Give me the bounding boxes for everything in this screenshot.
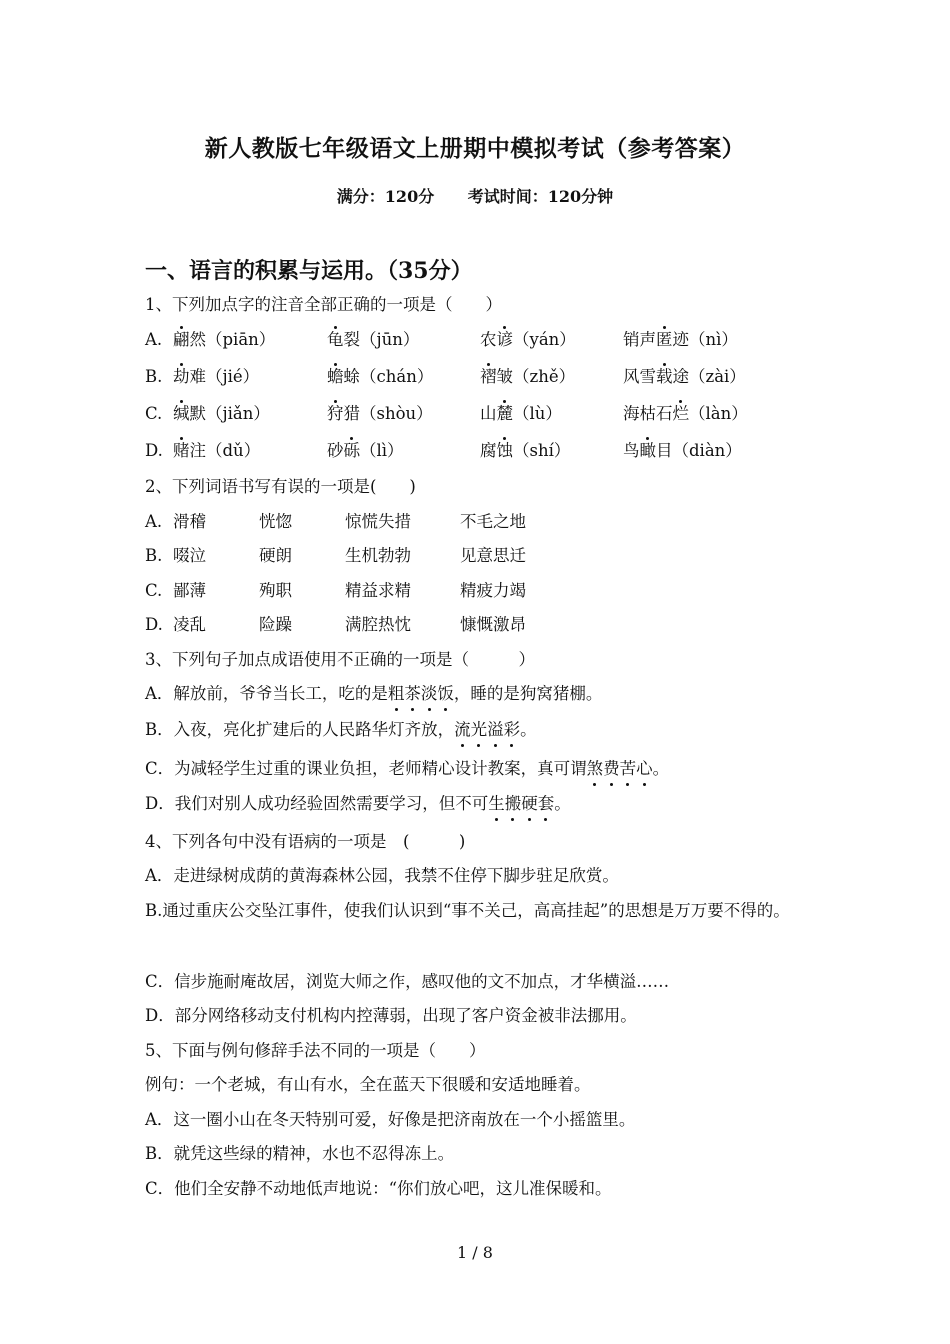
item-text: 然（piān） bbox=[189, 330, 276, 349]
q3-option bbox=[145, 758, 669, 780]
q2-option-word: 满腔热忱 bbox=[345, 615, 411, 634]
dotted-char: 蚀 bbox=[496, 441, 513, 460]
item-text: 皱（zhě） bbox=[496, 367, 576, 386]
item-text: 农 bbox=[480, 330, 497, 349]
q2-option-word: 精疲力竭 bbox=[460, 581, 526, 600]
dotted-char: 煞 bbox=[586, 759, 604, 778]
q5-option-a: A．这一圈小山在冬天特别可爱，好像是把济南放在一个小摇篮里。 bbox=[145, 1110, 636, 1129]
q3-option bbox=[145, 719, 537, 741]
dotted-char: 套 bbox=[537, 794, 555, 813]
q5-option-b: B．就凭这些绿的精神，水也不忍得冻上。 bbox=[145, 1144, 455, 1163]
q1-option-item bbox=[327, 329, 419, 351]
dotted-char: 赌 bbox=[173, 441, 190, 460]
q1-option-label: D. bbox=[145, 441, 163, 460]
dotted-char: 烂 bbox=[672, 404, 689, 423]
q1-option-item bbox=[327, 403, 433, 425]
q2-option-label: B. bbox=[145, 546, 163, 565]
item-text: 难（jié） bbox=[189, 367, 260, 386]
exam-subtitle bbox=[0, 184, 950, 207]
q1-option-item bbox=[327, 440, 404, 462]
q2-option-word: 惊慌失措 bbox=[345, 512, 411, 531]
item-text: 目（diàn） bbox=[656, 441, 742, 460]
q1-option-item bbox=[480, 366, 575, 388]
q2-option-word: 恍惚 bbox=[259, 512, 292, 531]
dotted-char: 淡 bbox=[420, 684, 438, 703]
q1-option-item bbox=[480, 329, 576, 351]
q3-option bbox=[145, 683, 602, 705]
dotted-char: 粗 bbox=[387, 684, 405, 703]
q4-option-c: C．信步施耐庵故居，浏览大师之作，感叹他的文不加点，才华横溢…… bbox=[145, 972, 670, 991]
q3-option bbox=[145, 793, 571, 815]
q2-stem: 2、下列词语书写有误的一项是( ) bbox=[145, 477, 416, 496]
dotted-char: 翩 bbox=[173, 330, 190, 349]
exam-time: 考试时间：120分钟 bbox=[467, 187, 614, 206]
q2-option-word: 殉职 bbox=[259, 581, 292, 600]
q2-option-label: D. bbox=[145, 615, 163, 634]
dotted-char: 蟾 bbox=[327, 367, 344, 386]
dotted-char: 狩 bbox=[327, 404, 344, 423]
dotted-char: 搬 bbox=[504, 794, 522, 813]
q1-option-item bbox=[480, 403, 562, 425]
q4-option-a: A．走进绿树成荫的黄海森林公园，我禁不住停下脚步驻足欣赏。 bbox=[145, 866, 619, 885]
q1-option-item bbox=[623, 366, 746, 388]
q1-stem: 1、下列加点字的注音全部正确的一项是（ ） bbox=[145, 295, 502, 314]
item-text: 注（dǔ） bbox=[189, 441, 261, 460]
q2-option-word: 凌乱 bbox=[173, 615, 206, 634]
dotted-char: 茶 bbox=[404, 684, 421, 703]
item-text: 蜍（chán） bbox=[343, 367, 434, 386]
item-text: 裂（jūn） bbox=[343, 330, 420, 349]
q2-option-word: 不毛之地 bbox=[460, 512, 526, 531]
dotted-char: 载 bbox=[656, 367, 673, 386]
item-text: 途（zài） bbox=[672, 367, 746, 386]
q2-option-label: C. bbox=[145, 581, 163, 600]
q1-option-item bbox=[173, 440, 260, 462]
q1-option-item bbox=[623, 403, 748, 425]
dotted-char: 缄 bbox=[173, 404, 190, 423]
q2-option-word: 硬朗 bbox=[259, 546, 292, 565]
q1-option-label: C. bbox=[145, 404, 163, 423]
dotted-char: 匿 bbox=[656, 330, 673, 349]
q2-option-word: 险躁 bbox=[259, 615, 292, 634]
full-score: 满分：120分 bbox=[336, 187, 435, 206]
dotted-char: 硬 bbox=[521, 794, 538, 813]
q4-option-d: D．部分网络移动支付机构内控薄弱，出现了客户资金被非法挪用。 bbox=[145, 1006, 637, 1025]
option-text: 。 bbox=[554, 794, 571, 813]
item-text: （shí） bbox=[513, 441, 571, 460]
dotted-char: 彩 bbox=[503, 720, 521, 739]
q1-option-item bbox=[173, 403, 270, 425]
item-text: 鸟 bbox=[623, 441, 640, 460]
q1-option-item bbox=[623, 440, 742, 462]
item-text: （lù） bbox=[513, 404, 562, 423]
q2-option-word: 滑稽 bbox=[173, 512, 206, 531]
q1-option-item bbox=[173, 366, 259, 388]
dotted-char: 光 bbox=[470, 720, 488, 739]
item-text: 砂 bbox=[327, 441, 344, 460]
q5-example: 例句：一个老城，有山有水，全在蓝天下很暖和安适地睡着。 bbox=[145, 1075, 591, 1094]
dotted-char: 麓 bbox=[496, 404, 513, 423]
q2-option-label: A. bbox=[145, 512, 163, 531]
q3-stem: 3、下列句子加点成语使用不正确的一项是（ ） bbox=[145, 650, 535, 669]
item-text: 海枯石 bbox=[623, 404, 673, 423]
dotted-char: 褶 bbox=[480, 367, 497, 386]
q5-stem: 5、下面与例句修辞手法不同的一项是（ ） bbox=[145, 1041, 486, 1060]
dotted-char: 苦 bbox=[619, 759, 637, 778]
option-text: D．我们对别人成功经验固然需要学习，但不可 bbox=[145, 794, 489, 813]
dotted-char: 龟 bbox=[327, 330, 344, 349]
dotted-char: 饭 bbox=[437, 684, 454, 703]
q4-stem: 4、下列各句中没有语病的一项是 ( ) bbox=[145, 832, 466, 851]
item-text: 猎（shòu） bbox=[343, 404, 433, 423]
q1-option-item bbox=[480, 440, 570, 462]
page-number: 1 / 8 bbox=[457, 1243, 493, 1262]
q5-option-c: C．他们全安静不动地低声地说：“你们放心吧，这儿准保暖和。 bbox=[145, 1179, 612, 1198]
dotted-char: 谚 bbox=[496, 330, 513, 349]
q1-option-label: A. bbox=[145, 330, 163, 349]
q2-option-word: 鄙薄 bbox=[173, 581, 206, 600]
dotted-char: 劫 bbox=[173, 367, 190, 386]
option-text: ，睡的是狗窝猪棚。 bbox=[453, 684, 603, 703]
q1-option-item bbox=[327, 366, 433, 388]
exam-title: 新人教版七年级语文上册期中模拟考试（参考答案） bbox=[204, 135, 746, 162]
item-text: 山 bbox=[480, 404, 497, 423]
q2-option-word: 啜泣 bbox=[173, 546, 206, 565]
q1-option-item bbox=[173, 329, 275, 351]
q4-option-b: B.通过重庆公交坠江事件，使我们认识到“事不关己，高高挂起”的思想是万万要不得的。 bbox=[145, 901, 790, 920]
item-text: （làn） bbox=[689, 404, 748, 423]
q2-option-word: 见意思迁 bbox=[460, 546, 526, 565]
item-text: 腐 bbox=[480, 441, 497, 460]
dotted-char: 心 bbox=[636, 759, 653, 778]
section-heading: 一、语言的积累与运用。（35分） bbox=[145, 258, 473, 284]
dotted-char: 瞰 bbox=[639, 441, 656, 460]
q2-option-word: 慷慨激昂 bbox=[460, 615, 526, 634]
item-text: 销声 bbox=[623, 330, 656, 349]
dotted-char: 流 bbox=[454, 720, 471, 739]
option-text: 。 bbox=[652, 759, 670, 778]
q2-option-word: 精益求精 bbox=[345, 581, 411, 600]
option-text: 。 bbox=[520, 720, 537, 739]
q1-option-item bbox=[623, 329, 738, 351]
option-text: B．入夜，亮化扩建后的人民路华灯齐放， bbox=[145, 720, 455, 739]
q1-option-label: B. bbox=[145, 367, 163, 386]
item-text: 默（jiǎn） bbox=[189, 404, 270, 423]
option-text: C．为减轻学生过重的课业负担，老师精心设计教案，真可谓 bbox=[145, 759, 587, 778]
item-text: 风雪 bbox=[623, 367, 656, 386]
dotted-char: 生 bbox=[488, 794, 505, 813]
item-text: 迹（nì） bbox=[672, 330, 738, 349]
dotted-char: 溢 bbox=[487, 720, 504, 739]
dotted-char: 费 bbox=[603, 759, 620, 778]
q2-option-word: 生机勃勃 bbox=[345, 546, 411, 565]
item-text: （lì） bbox=[360, 441, 404, 460]
item-text: （yán） bbox=[513, 330, 576, 349]
dotted-char: 砾 bbox=[343, 441, 360, 460]
option-text: A．解放前，爷爷当长工，吃的是 bbox=[145, 684, 388, 703]
